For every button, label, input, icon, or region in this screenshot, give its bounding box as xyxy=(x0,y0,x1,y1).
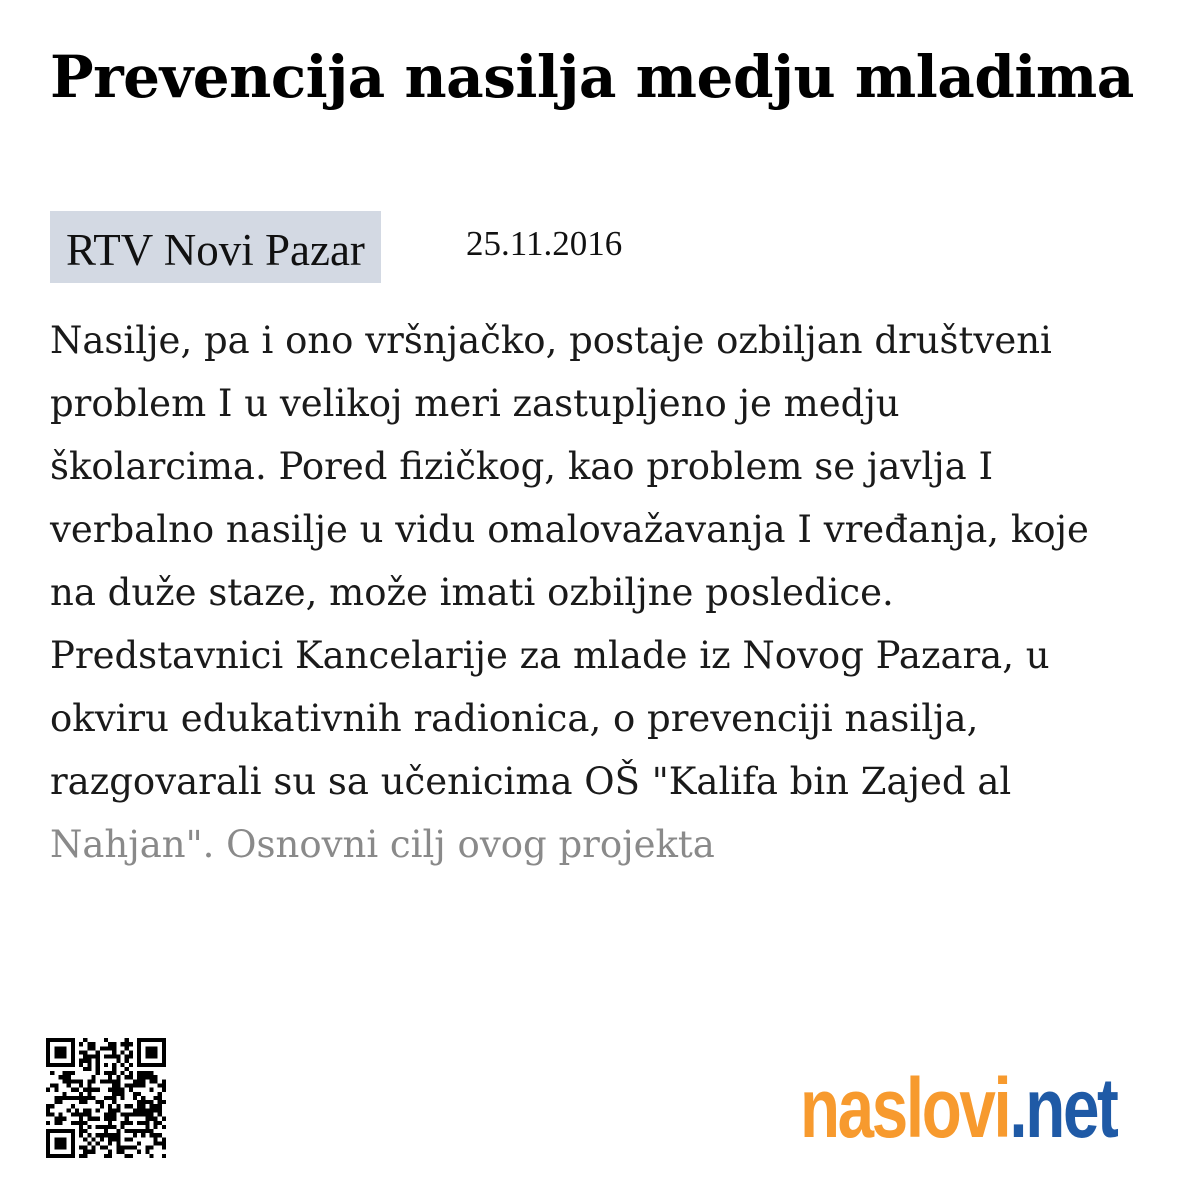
logo-net-text: .net xyxy=(1009,1061,1117,1155)
body-line: na duže staze, može imati ozbiljne posledice. xyxy=(50,571,894,614)
logo-naslovi-text: naslovi xyxy=(800,1061,1010,1155)
source-badge[interactable]: RTV Novi Pazar xyxy=(50,211,381,283)
body-line: Predstavnici Kancelarije za mlade iz Novog Pazara, u xyxy=(50,634,1050,677)
qr-code-icon[interactable] xyxy=(46,1038,166,1158)
naslovi-logo[interactable] xyxy=(800,1058,1117,1158)
body-line-faded: Nahjan". Osnovni cilj ovog projekta xyxy=(50,823,715,866)
body-line: verbalno nasilje u vidu omalovažavanja I vređanja, koje xyxy=(50,508,1089,551)
article-title: Prevencija nasilja medju mladima xyxy=(50,43,1134,111)
body-line: problem I u velikoj meri zastupljeno je medju xyxy=(50,382,900,425)
body-line: okviru edukativnih radionica, o prevenciji nasilja, xyxy=(50,697,979,740)
body-line: školarcima. Pored fizičkog, kao problem se javlja I xyxy=(50,445,994,488)
article-body xyxy=(50,309,1170,876)
publish-date: 25.11.2016 xyxy=(466,224,623,263)
body-line: razgovarali su sa učenicima OŠ "Kalifa bin Zajed al xyxy=(50,760,1012,803)
body-line: Nasilje, pa i ono vršnjačko, postaje ozbiljan društveni xyxy=(50,319,1052,362)
